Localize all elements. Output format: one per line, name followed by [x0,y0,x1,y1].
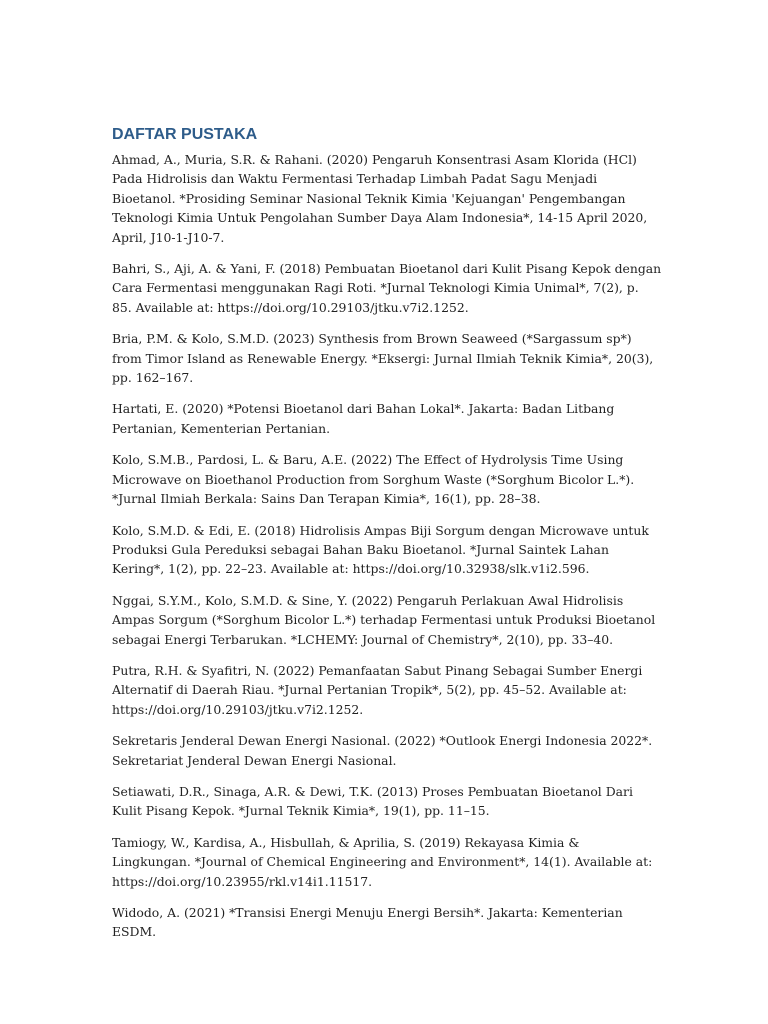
reference-list [112,150,662,942]
document-page [112,124,662,954]
reference-item: Widodo, A. (2021) *Transisi Energi Menuju Energi Bersih*. Jakarta: Kementerian ESDM. [112,905,623,940]
reference-item: Tamiogy, W., Kardisa, A., Hisbullah, & Aprilia, S. (2019) Rekayasa Kimia & Lingkungan. *Journal of Chemical Engineering and Environment*, 14(1). Available at: https://doi.org/10.23955/rkl.v14i1.11517. [112,834,653,889]
reference-item: Ahmad, A., Muria, S.R. & Rahani. (2020) Pengaruh Konsentrasi Asam Klorida (HCl) Pada Hidrolisis dan Waktu Fermentasi Terhadap Limbah Padat Sagu Menjadi Bioetanol. *Prosiding Seminar Nasional Teknik Kimia 'Kejuangan' Pengembangan Teknologi Kimia Untuk Pengolahan Sumber Daya Alam Indonesia*, 14-15 April 2020, April, J10-1-J10-7. [112,152,648,245]
reference-item: Nggai, S.Y.M., Kolo, S.M.D. & Sine, Y. (2022) Pengaruh Perlakuan Awal Hidrolisis Ampas Sorgum (*Sorghum Bicolor L.*) terhadap Fermentasi untuk Produksi Bioetanol sebagai Energi Terbarukan. *LCHEMY: Journal of Chemistry*, 2(10), pp. 33–40. [112,592,656,647]
reference-item: Hartati, E. (2020) *Potensi Bioetanol dari Bahan Lokal*. Jakarta: Badan Litbang Pertanian, Kementerian Pertanian. [112,401,615,436]
reference-item: Setiawati, D.R., Sinaga, A.R. & Dewi, T.K. (2013) Proses Pembuatan Bioetanol Dari Kulit Pisang Kepok. *Jurnal Teknik Kimia*, 19(1), pp. 11–15. [112,783,633,819]
reference-item: Bahri, S., Aji, A. & Yani, F. (2018) Pembuatan Bioetanol dari Kulit Pisang Kepok dengan Cara Fermentasi menggunakan Ragi Roti. *Jurnal Teknologi Kimia Unimal*, 7(2), p. 85. Available at: https://doi.org/10.29103/jtku.v7i2.1252. [112,261,662,315]
reference-item: Bria, P.M. & Kolo, S.M.D. (2023) Synthesis from Brown Seaweed (*Sargassum sp*) from Timor Island as Renewable Energy. *Eksergi: Jurnal Ilmiah Teknik Kimia*, 20(3), pp. 162–167. [112,331,654,386]
reference-item: Putra, R.H. & Syafitri, N. (2022) Pemanfaatan Sabut Pinang Sebagai Sumber Energi Alternatif di Daerah Riau. *Jurnal Pertanian Tropik*, 5(2), pp. 45–52. Available at: https://doi.org/10.29103/jtku.v7i2.1252. [112,662,643,717]
reference-item: Kolo, S.M.B., Pardosi, L. & Baru, A.E. (2022) The Effect of Hydrolysis Time Using Microwave on Bioethanol Production from Sorghum Waste (*Sorghum Bicolor L.*). *Jurnal Ilmiah Berkala: Sains Dan Terapan Kimia*, 16(1), pp. 28–38. [112,452,635,507]
page-title: DAFTAR PUSTAKA [112,126,258,143]
reference-item: Kolo, S.M.D. & Edi, E. (2018) Hidrolisis Ampas Biji Sorgum dengan Microwave untuk Produksi Gula Pereduksi sebagai Bahan Baku Bioetanol. *Jurnal Saintek Lahan Kering*, 1(2), pp. 22–23. Available at: https://doi.org/10.32938/slk.v1i2.596. [112,522,649,577]
reference-item: Sekretaris Jenderal Dewan Energi Nasional. (2022) *Outlook Energi Indonesia 2022*. Sekretariat Jenderal Dewan Energi Nasional. [112,733,653,768]
